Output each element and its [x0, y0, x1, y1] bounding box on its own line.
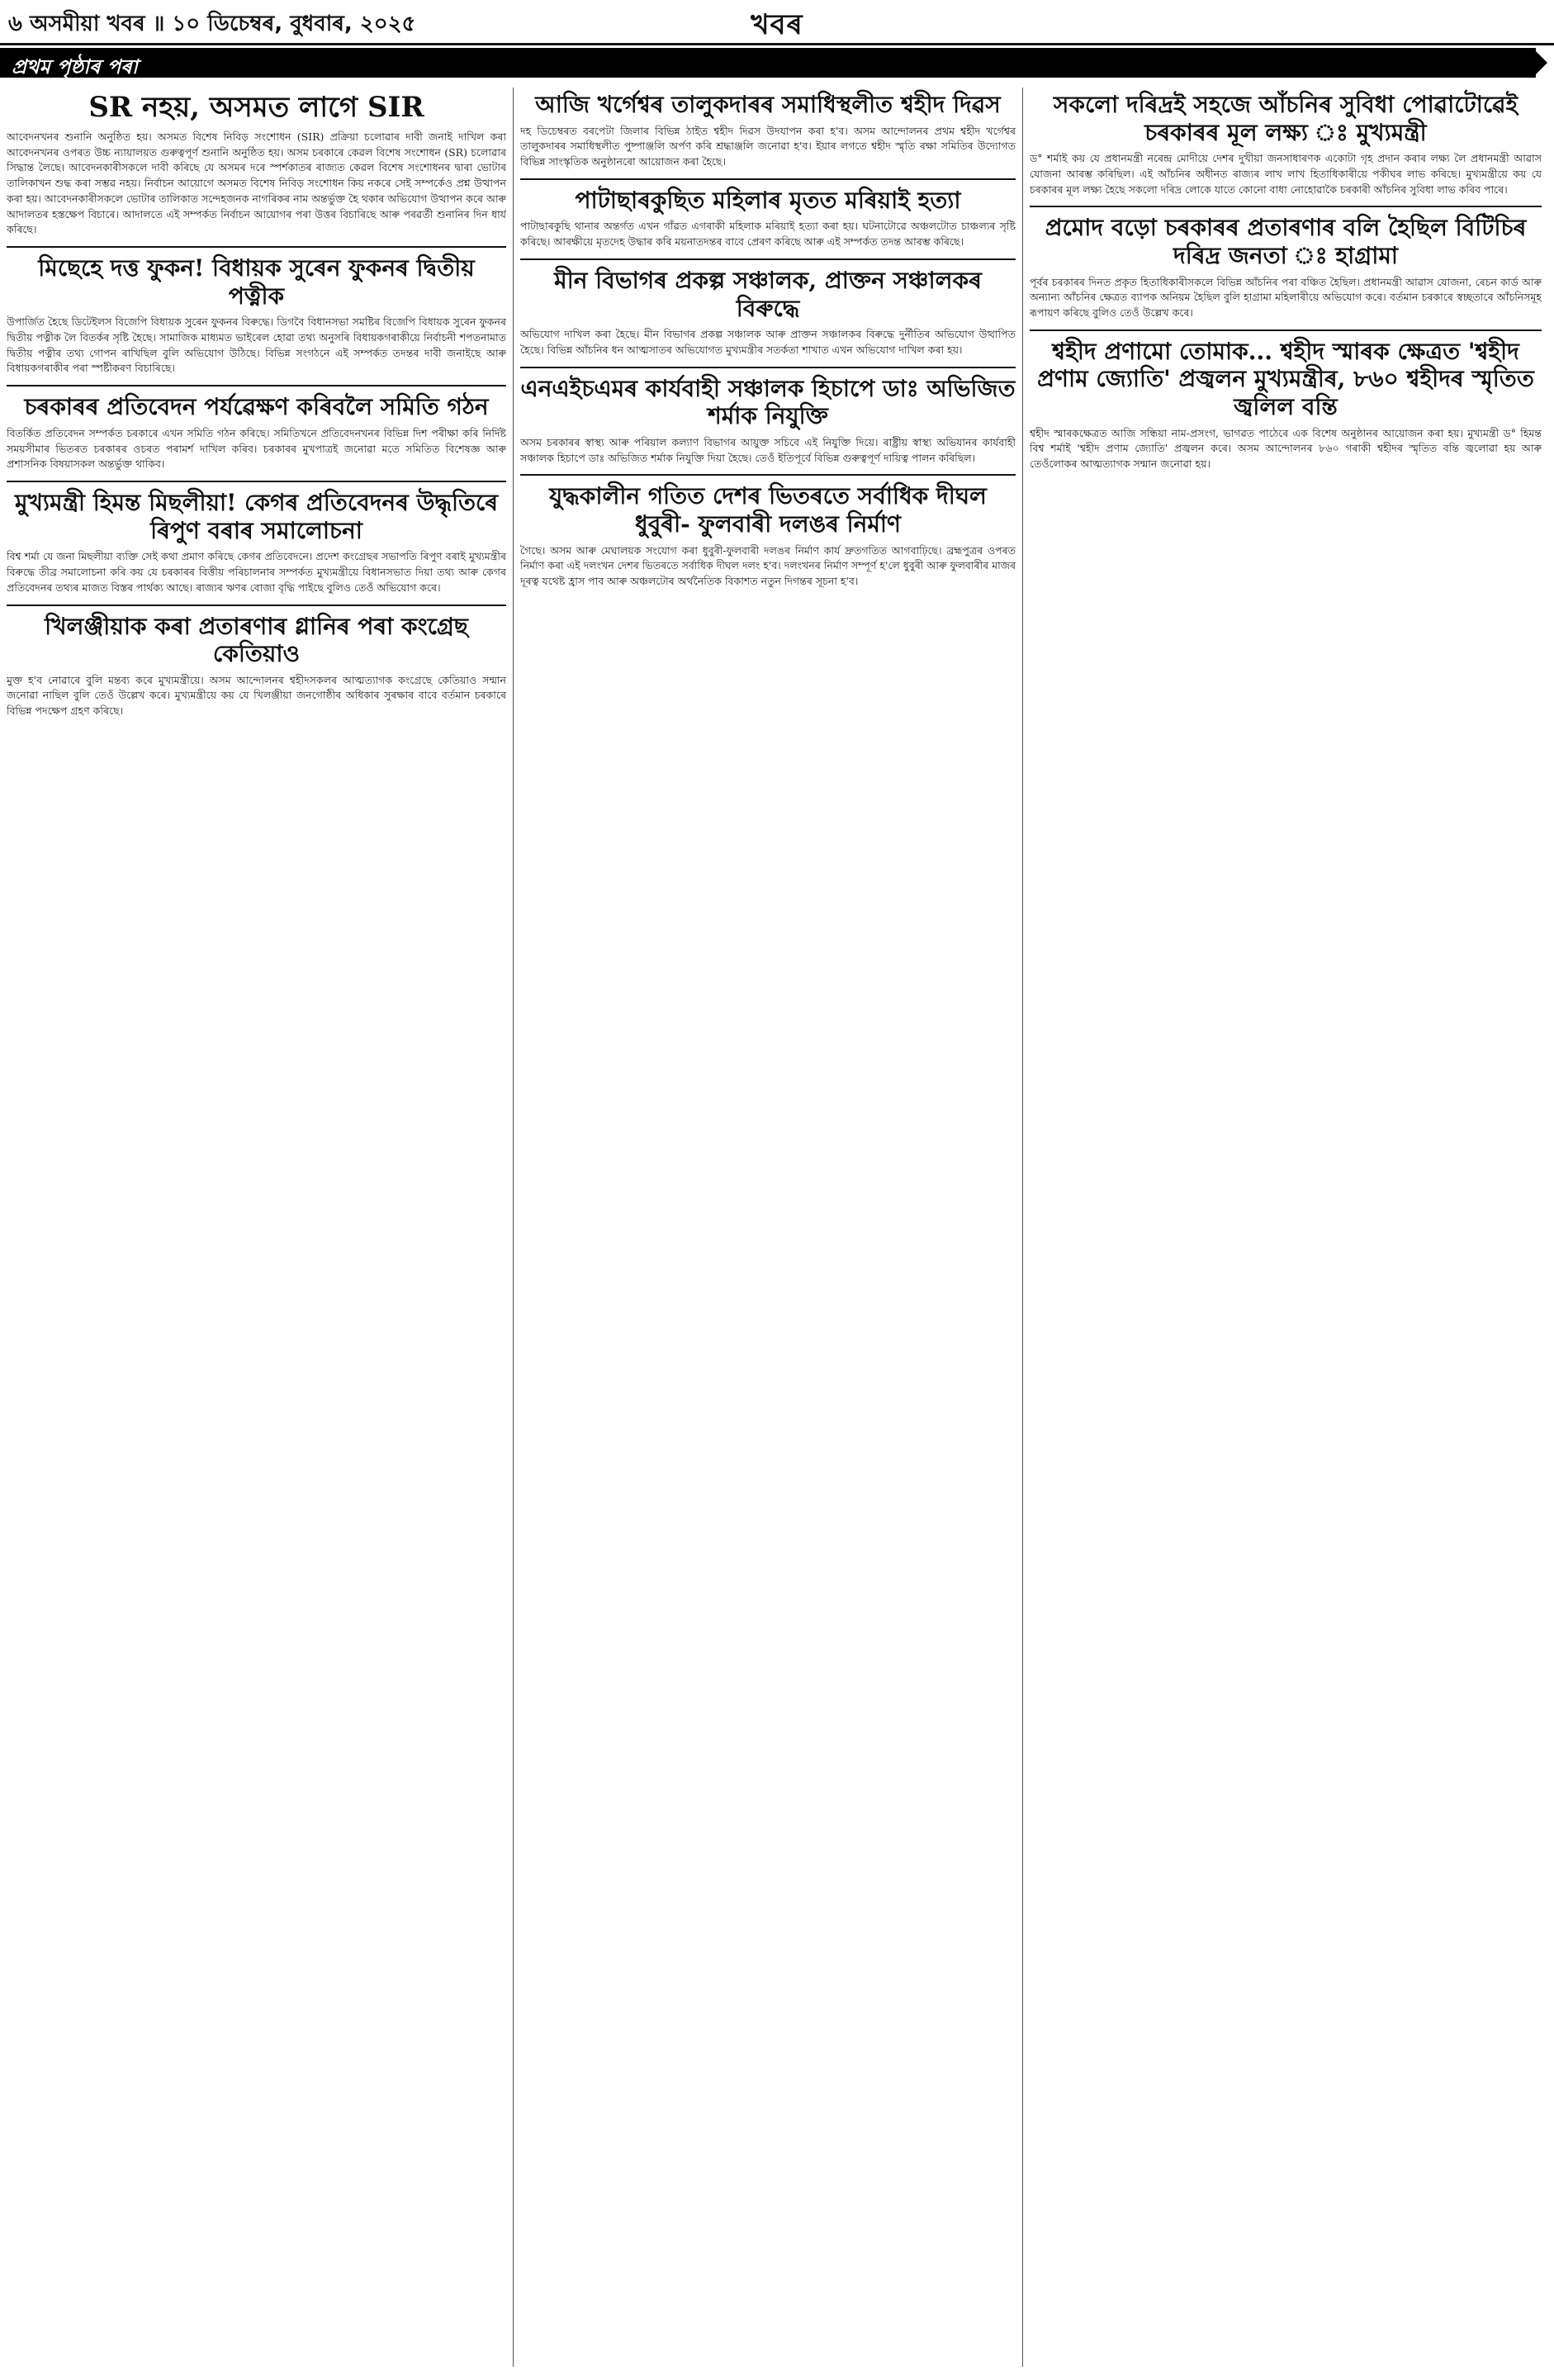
- story-body: বিশ্ব শৰ্মা যে জনা মিছলীয়া ব্যক্তি সেই কথা প্ৰমাণ কৰিছে কেগৰ প্ৰতিবেদনে। প্ৰদেশ কংগ্ৰেছৰ সভাপতি ৰিপুণ বৰাই মুখ্যমন্ত্ৰীৰ বিৰুদ্ধে তীব্ৰ সমালোচনা কৰি কয় যে চৰকাৰৰ বিত্তীয় পৰিচালনাৰ সম্পৰ্কত মুখ্যমন্ত্ৰীয়ে বিধানসভাত দিয়া তথ্য আৰু কেগৰ প্ৰতিবেদনৰ তথ্যৰ মাজত বিস্তৰ পাৰ্থক্য আছে। ৰাজ্যৰ ঋণৰ বোজা বৃদ্ধি পাইছে বুলিও তেওঁ অভিযোগ কৰে।: [7, 550, 506, 594]
- news-story: [1030, 91, 1542, 197]
- story-body: অভিযোগ দাখিল কৰা হৈছে। মীন বিভাগৰ প্ৰকল্প সঞ্চালক আৰু প্ৰাক্তন সঞ্চালকৰ বিৰুদ্ধে দুৰ্নীতিৰ অভিযোগ উত্থাপিত হৈছে। বিভিন্ন আঁচনিৰ ধন আত্মসাতৰ অভিযোগত মুখ্যমন্ত্ৰীৰ সতৰ্কতা শাখাত এখন অভিযোগ দাখিল কৰা হয়।: [520, 328, 1016, 356]
- news-story: [520, 367, 1016, 467]
- story-headline: SR নহয়, অসমত লাগে SIR: [88, 91, 424, 124]
- page-info: ৬ অসমীয়া খবৰ ॥ ১০ ডিচেম্বৰ, বুধবাৰ, ২০২৫: [8, 12, 416, 36]
- story-headline: চৰকাৰৰ প্ৰতিবেদন পৰ্যৱেক্ষণ কৰিবলৈ সমিতি গঠন: [24, 393, 489, 421]
- story-headline: পাটাছাৰকুছিত মহিলাৰ মৃতত মৰিয়াই হত্যা: [575, 186, 961, 214]
- story-headline: মুখ্যমন্ত্ৰী হিমন্ত মিছলীয়া! কেগৰ প্ৰতিবেদনৰ উদ্ধৃতিৰে ৰিপুণ বৰাৰ সমালোচনা: [14, 489, 499, 544]
- masthead: [0, 0, 1554, 45]
- news-story: [7, 246, 506, 377]
- story-divider: [520, 367, 1016, 368]
- news-story: [520, 178, 1016, 250]
- story-divider: [1030, 330, 1542, 331]
- story-headline: মীন বিভাগৰ প্ৰকল্প সঞ্চালক, প্ৰাক্তন সঞ্চালকৰ বিৰুদ্ধে: [554, 266, 982, 322]
- story-divider: [7, 604, 506, 606]
- column-divider: [1022, 88, 1023, 2367]
- news-story: [520, 91, 1016, 170]
- story-body: ড° শৰ্মাই কয় যে প্ৰধানমন্ত্ৰী নৰেন্দ্ৰ মোদীয়ে দেশৰ দুখীয়া জনসাধাৰণক একোটা গৃহ প্ৰদান কৰাৰ লক্ষ্য লৈ প্ৰধানমন্ত্ৰী আৱাস যোজনা আৰম্ভ কৰিছিল। এই আঁচনিৰ অধীনত ৰাজ্যৰ লাখ লাখ হিতাধিকাৰীয়ে পকীঘৰ লাভ কৰিছে। মুখ্যমন্ত্ৰীয়ে কয় যে চৰকাৰৰ মূল লক্ষ্য হৈছে সকলো দৰিদ্ৰ লোকে যাতে কোনো বাধা নোহোৱাকৈ চৰকাৰী আঁচনিৰ সুবিধা লাভ কৰিব পাৰে।: [1030, 152, 1542, 196]
- section-bar: [0, 48, 1536, 78]
- story-body: আবেদনখনৰ শুনানি অনুষ্ঠিত হয়। অসমত বিশেষ নিবিড় সংশোধন (SIR) প্ৰক্ৰিয়া চলোৱাৰ দাবী জনাই দাখিল কৰা আবেদনখনৰ ওপৰত উচ্চ ন্যায়ালয়ত গুৰুত্বপূৰ্ণ শুনানি অনুষ্ঠিত হয়। অসম চৰকাৰে কেৱল বিশেষ সংশোধন (SR) চলোৱাৰ সিদ্ধান্ত লৈছে। আবেদনকাৰীসকলে দাবী কৰিছে যে অসমৰ দৰে স্পৰ্শকাতৰ ৰাজ্যত কেৱল বিশেষ সংশোধনৰ দ্বাৰা ভোটাৰ তালিকাখন শুদ্ধ কৰা সম্ভৱ নহয়। নিৰ্বাচন আয়োগে অসমত বিশেষ নিবিড় সংশোধন কিয় নকৰে সেই সম্পৰ্কেও প্ৰশ্ন উত্থাপন কৰা হয়। আবেদনকাৰীসকলে ভোটাৰ তালিকাত সন্দেহজনক নাগৰিকৰ নাম অন্তৰ্ভুক্ত হৈ থকাৰ অভিযোগ উত্থাপন কৰে আৰু আদালতৰ হস্তক্ষেপ বিচাৰে। আদালতে এই সম্পৰ্কত নিৰ্বাচন আয়োগৰ পৰা উত্তৰ বিচাৰিছে আৰু পৰৱৰ্তী শুনানিৰ দিন ধাৰ্য কৰিছে।: [7, 130, 506, 236]
- section-arrow-icon: [1533, 48, 1547, 78]
- story-body: পূৰ্বৰ চৰকাৰৰ দিনত প্ৰকৃত হিতাধিকাৰীসকলে বিভিন্ন আঁচনিৰ পৰা বঞ্চিত হৈছিল। প্ৰধানমন্ত্ৰী আৱাস যোজনা, ৰেচন কাৰ্ড আৰু অন্যান্য আঁচনিৰ ক্ষেত্ৰত ব্যাপক অনিয়ম হৈছিল বুলি হাগ্ৰামা মহিলাৰীয়ে অভিযোগ কৰে। বৰ্তমান চৰকাৰে স্বচ্ছতাৰে আঁচনিসমূহ ৰূপায়ণ কৰিছে বুলিও তেওঁ উল্লেখ কৰে।: [1030, 275, 1542, 320]
- story-body: অসম চৰকাৰৰ স্বাস্থ্য আৰু পৰিয়াল কল্যাণ বিভাগৰ আয়ুক্ত সচিবে এই নিযুক্তি দিয়ে। ৰাষ্ট্ৰীয় স্বাস্থ্য অভিযানৰ কাৰ্যবাহী সঞ্চালক হিচাপে ডাঃ অভিজিত শৰ্মাক নিযুক্তি দিয়া হৈছে। তেওঁ ইতিপূৰ্বে বিভিন্ন গুৰুত্বপূৰ্ণ দায়িত্ব পালন কৰিছিল।: [520, 435, 1016, 464]
- story-body: দহ ডিচেম্বৰত বৰপেটা জিলাৰ বিভিন্ন ঠাইত শ্বহীদ দিৱস উদযাপন কৰা হ'ব। অসম আন্দোলনৰ প্ৰথম শ্বহীদ খৰ্গেশ্বৰ তালুকদাৰৰ সমাধিস্থলীত পুষ্পাঞ্জলি অৰ্পণ কৰি শ্ৰদ্ধাঞ্জলি জনোৱা হ'ব। ইয়াৰ লগতে শ্বহীদ স্মৃতি ৰক্ষা সমিতিৰ উদ্যোগত বিভিন্ন সাংস্কৃতিক অনুষ্ঠানৰো আয়োজন কৰা হৈছে।: [520, 124, 1016, 168]
- news-story: [520, 474, 1016, 589]
- story-headline: সকলো দৰিদ্ৰই সহজে আঁচনিৰ সুবিধা পোৱাটোৱেই চৰকাৰৰ মূল লক্ষ্য ঃ মুখ্যমন্ত্ৰী: [1053, 91, 1518, 146]
- news-story: [1030, 330, 1542, 472]
- column-2: [520, 88, 1016, 2367]
- story-headline: প্ৰমোদ বড়ো চৰকাৰৰ প্ৰতাৰণাৰ বলি হৈছিল বিটিচিৰ দৰিদ্ৰ জনতা ঃ হাগ্ৰামা: [1045, 214, 1527, 270]
- section-label: প্ৰথম পৃষ্ঠাৰ পৰা: [12, 55, 138, 78]
- story-body: গৈছে। অসম আৰু মেঘালয়ক সংযোগ কৰা ধুবুৰী-ফুলবাৰী দলঙৰ নিৰ্মাণ কাৰ্য দ্ৰুতগতিত আগবাঢ়িছে। ব্ৰহ্মপুত্ৰৰ ওপৰত নিৰ্মাণ কৰা এই দলংখন দেশৰ ভিতৰতে সৰ্বাধিক দীঘল দলং হ'ব। দলংখনৰ নিৰ্মাণ সম্পূৰ্ণ হ'লে ধুবুৰী আৰু ফুলবাৰীৰ মাজৰ দূৰত্ব যথেষ্ট হ্ৰাস পাব আৰু অঞ্চলটোৰ অৰ্থনৈতিক বিকাশত নতুন দিগন্তৰ সূচনা হ'ব।: [520, 543, 1016, 587]
- story-divider: [520, 178, 1016, 180]
- story-divider: [520, 474, 1016, 476]
- story-divider: [7, 481, 506, 482]
- news-story: [7, 385, 506, 472]
- story-headline: যুদ্ধকালীন গতিত দেশৰ ভিতৰতে সৰ্বাধিক দীঘল ধুবুৰী- ফুলবাৰী দলঙৰ নিৰ্মাণ: [549, 482, 987, 538]
- column-3: [1030, 88, 1542, 2367]
- story-body: মুক্ত হ'ব নোৱাৰে বুলি মন্তব্য কৰে মুখ্যমন্ত্ৰীয়ে। অসম আন্দোলনৰ শ্বহীদসকলৰ আত্মত্যাগক কংগ্ৰেছে কেতিয়াও সন্মান জনোৱা নাছিল বুলি তেওঁ উল্লেখ কৰে। মুখ্যমন্ত্ৰীয়ে কয় যে খিলঞ্জীয়া জনগোষ্ঠীৰ অধিকাৰ সুৰক্ষাৰ বাবে বৰ্তমান চৰকাৰে বিভিন্ন পদক্ষেপ গ্ৰহণ কৰিছে।: [7, 673, 506, 718]
- story-body: পাটাছাৰকুছি থানাৰ অন্তৰ্গত এখন গাঁৱত এগৰাকী মহিলাক মৰিয়াই হত্যা কৰা হয়। ঘটনাটোৱে অঞ্চলটোত চাঞ্চল্যৰ সৃষ্টি কৰিছে। আৰক্ষীয়ে মৃতদেহ উদ্ধাৰ কৰি ময়নাতদন্তৰ বাবে প্ৰেৰণ কৰিছে আৰু এই সম্পৰ্কত তদন্ত আৰম্ভ কৰিছে।: [520, 220, 1016, 249]
- story-headline: এনএইচএমৰ কাৰ্যবাহী সঞ্চালক হিচাপে ডাঃ অভিজিত শৰ্মাক নিযুক্তি: [520, 374, 1016, 430]
- story-divider: [520, 258, 1016, 260]
- news-story: [7, 604, 506, 719]
- story-body: উপাৰ্জিত হৈছে ডিটেইলস বিজেপি বিধায়ক সুৰেন ফুকনৰ বিৰুদ্ধে। ডিগবৈ বিধানসভা সমষ্টিৰ বিজেপি বিধায়ক সুৰেন ফুকনৰ দ্বিতীয় পত্নীক লৈ বিতৰ্কৰ সৃষ্টি হৈছে। সামাজিক মাধ্যমত ভাইৰেল হোৱা তথ্য অনুসৰি বিধায়কগৰাকীয়ে নিৰ্বাচনী শপতনামাত দ্বিতীয় পত্নীৰ তথ্য গোপন ৰাখিছিল বুলি অভিযোগ উঠিছে। বিভিন্ন সংগঠনে এই সম্পৰ্কত তদন্তৰ দাবী জনাইছে আৰু বিধায়কগৰাকীৰ পৰা স্পষ্টীকৰণ বিচাৰিছে।: [7, 315, 506, 375]
- story-divider: [7, 246, 506, 248]
- story-divider: [7, 385, 506, 386]
- story-divider: [1030, 206, 1542, 207]
- story-body: শ্বহীদ স্মাৰকক্ষেত্ৰত আজি সন্ধিয়া নাম-প্ৰসংগ, ভাগৱত পাঠেৰে এক বিশেষ অনুষ্ঠানৰ আয়োজন কৰা হয়। মুখ্যমন্ত্ৰী ড° হিমন্ত বিশ্ব শৰ্মাই 'শ্বহীদ প্ৰণাম জ্যোতি' প্ৰজ্বলন কৰে। অসম আন্দোলনৰ ৮৬০ গৰাকী শ্বহীদৰ স্মৃতিত বন্তি জ্বলোৱা হয় আৰু তেওঁলোকৰ আত্মত্যাগক সন্মান জনোৱা হয়।: [1030, 426, 1542, 471]
- news-story: [7, 91, 506, 238]
- column-1: [7, 88, 506, 2367]
- story-body: বিতৰ্কিত প্ৰতিবেদন সম্পৰ্কত চৰকাৰে এখন সমিতি গঠন কৰিছে। সমিতিখনে প্ৰতিবেদনখনৰ বিভিন্ন দিশ পৰীক্ষা কৰি নিৰ্দিষ্ট সময়সীমাৰ ভিতৰত চৰকাৰৰ ওচৰত পৰামৰ্শ দাখিল কৰিব। চৰকাৰৰ মুখপাত্ৰই জনোৱা মতে সমিতিত বিশেষজ্ঞ আৰু প্ৰশাসনিক বিষয়াসকল অন্তৰ্ভুক্ত থাকিব।: [7, 426, 506, 471]
- column-divider: [513, 88, 514, 2367]
- story-headline: শ্বহীদ প্ৰণামো তোমাক... শ্বহীদ স্মাৰক ক্ষেত্ৰত 'শ্বহীদ প্ৰণাম জ্যোতি' প্ৰজ্বলন মুখ্যমন্ত্ৰীৰ, ৮৬০ শ্বহীদৰ স্মৃতিত জ্বলিল বন্তি: [1037, 337, 1534, 421]
- news-story: [7, 481, 506, 595]
- story-headline: মিছেহে দত্ত ফুকন! বিধায়ক সুৰেন ফুকনৰ দ্বিতীয় পত্নীক: [38, 254, 475, 310]
- story-headline: আজি খৰ্গেশ্বৰ তালুকদাৰৰ সমাধিস্থলীত শ্বহীদ দিৱস: [535, 91, 1001, 118]
- paper-title: খবৰ: [751, 8, 803, 41]
- news-story: [1030, 206, 1542, 320]
- news-story: [520, 258, 1016, 358]
- story-headline: খিলঞ্জীয়াক কৰা প্ৰতাৰণাৰ গ্লানিৰ পৰা কংগ্ৰেছ কেতিয়াও: [45, 612, 468, 668]
